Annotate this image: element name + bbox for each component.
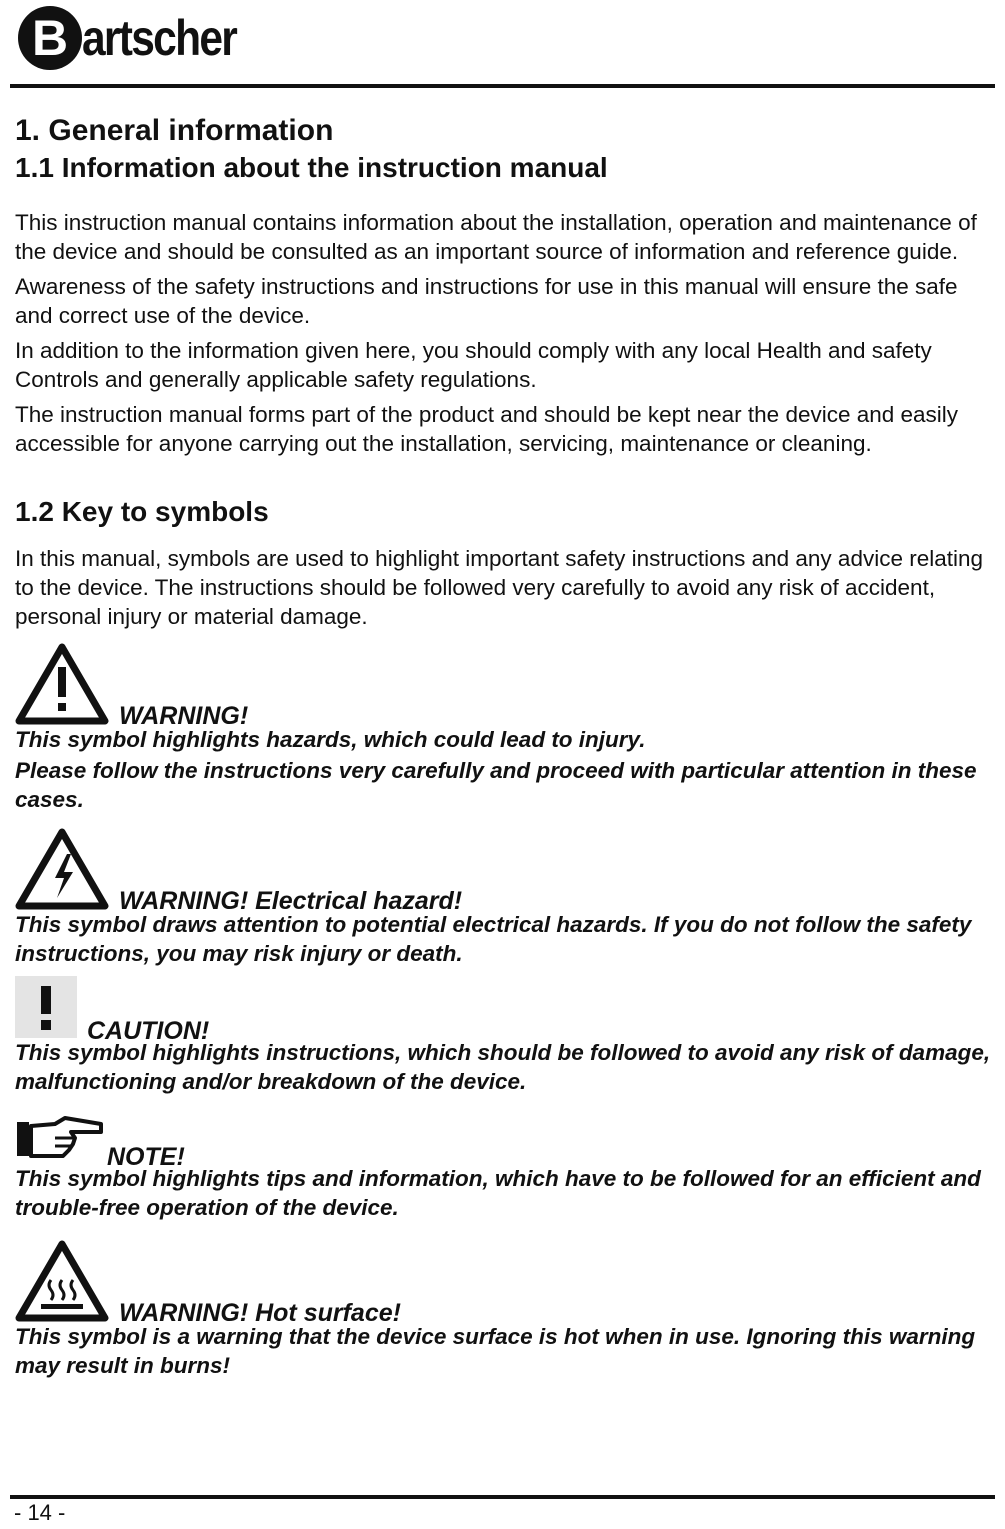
warning-triangle-icon bbox=[15, 643, 109, 725]
symbol-note bbox=[15, 1116, 995, 1222]
symbol-hot-surface bbox=[15, 1240, 995, 1380]
subsection-title: 1.1 Information about the instruction manual bbox=[15, 152, 608, 183]
page-header bbox=[0, 0, 1005, 92]
subsection-title: 1.2 Key to symbols bbox=[15, 496, 269, 527]
electrical-hazard-icon bbox=[15, 828, 109, 910]
symbol-description: This symbol highlights hazards, which could lead to injury. bbox=[15, 727, 646, 752]
symbol-warning bbox=[15, 643, 995, 814]
symbol-caution bbox=[15, 976, 995, 1096]
bartscher-logo bbox=[18, 6, 263, 70]
header-rule bbox=[10, 84, 995, 88]
paragraph: In addition to the information given here, you should comply with any local Health and safety Controls and generally applicable safety regulations. bbox=[15, 338, 932, 392]
symbol-title: CAUTION! bbox=[87, 1017, 210, 1045]
footer-rule bbox=[10, 1495, 995, 1499]
paragraph: The instruction manual forms part of the product and should be kept near the device and easily accessible for anyone carrying out the installation, servicing, maintenance or cleaning. bbox=[15, 402, 959, 456]
symbol-title: WARNING! Hot surface! bbox=[119, 1299, 401, 1327]
page-number: - 14 - bbox=[14, 1500, 66, 1525]
logo-mark: B bbox=[18, 6, 82, 70]
symbol-description: Please follow the instructions very carefully and proceed with particular attention in these cases. bbox=[15, 758, 977, 812]
section-title: 1. General information bbox=[15, 114, 334, 147]
hot-surface-icon bbox=[15, 1240, 109, 1322]
caution-exclamation-icon bbox=[15, 976, 77, 1038]
symbol-electrical bbox=[15, 828, 995, 968]
symbol-title: WARNING! bbox=[119, 702, 249, 730]
page-content bbox=[15, 112, 995, 1380]
paragraph: This instruction manual contains information about the installation, operation and maintenance of the device and should be consulted as an important source of information and reference guide. bbox=[15, 210, 977, 264]
pointing-hand-icon bbox=[15, 1116, 103, 1162]
symbol-title: WARNING! Electrical hazard! bbox=[119, 887, 463, 915]
logo-wordmark: artscher bbox=[82, 10, 237, 66]
symbol-description: This symbol draws attention to potential electrical hazards. If you do not follow the safety instructions, you may risk injury or death. bbox=[15, 912, 972, 966]
symbol-description: This symbol highlights instructions, which should be followed to avoid any risk of damage, malfunctioning and/or breakdown of the device. bbox=[15, 1040, 991, 1094]
symbol-description: This symbol is a warning that the device surface is hot when in use. Ignoring this warning may result in burns! bbox=[15, 1324, 976, 1378]
symbol-title: NOTE! bbox=[107, 1143, 185, 1171]
paragraph: Awareness of the safety instructions and instructions for use in this manual will ensure the safe and correct use of the device. bbox=[15, 274, 958, 328]
paragraph: In this manual, symbols are used to highlight important safety instructions and any advice relating to the device. The instructions should be followed very carefully to avoid any risk of accident, personal injury or material damage. bbox=[15, 546, 984, 629]
symbol-description: This symbol highlights tips and information, which have to be followed for an efficient and trouble-free operation of the device. bbox=[15, 1166, 981, 1220]
